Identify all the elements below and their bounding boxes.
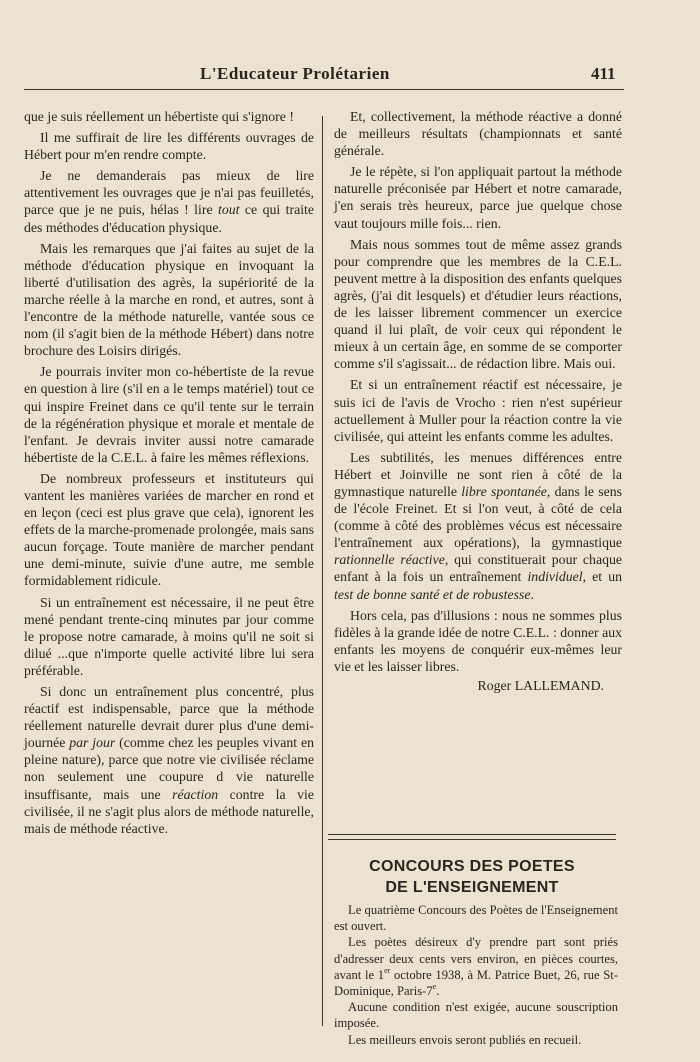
paragraph: Je pourrais inviter mon co-hébertiste de la revue en question à lire (s'il en a le temps matériel) tout ce qui inspire Freinet dans ce qu'il tente sur le terrain de la régénération physique et morale et mentale de l'enfant. Je devrais inviter aussi notre camarade hébertiste de la C.E.L. à faire les mêmes réflexions.: [24, 364, 314, 465]
paragraph: Mais les remarques que j'ai faites au sujet de la méthode d'éducation physique en invoquant la liberté d'utilisation des agrès, la supériorité de la marche réelle à la marche en rond, et autres, sont à l'encontre de la méthode naturelle, vantée sous ce nom (il s'agit bien de la méthode Hébert) dans notre brochure des Loisirs dirigés.: [24, 240, 314, 359]
italic-text: libre spontanée: [461, 483, 547, 499]
header-rule: [24, 89, 624, 90]
journal-title: L'Educateur Prolétarien: [200, 64, 390, 83]
heading-line: DE L'ENSEIGNEMENT: [385, 879, 559, 896]
paragraph: Et, collectivement, la méthode réactive a donné de meilleurs résultats (championnats et santé générale.: [334, 109, 622, 159]
section-divider: [328, 834, 616, 840]
concours-notice: [334, 902, 618, 1048]
paragraph: Aucune condition n'est exigée, aucune souscription imposée.: [334, 1000, 618, 1031]
paragraph: Je ne demanderais pas mieux de lire attentivement les ouvrages que je n'ai pas feuilletés, parce que je ne puis, hélas ! lire tout ce qui traite des méthodes d'éducation physique.: [24, 168, 314, 235]
paragraph: Si un entraînement est nécessaire, il ne peut être mené pendant trente-cinq minutes par jour comme le propose notre camarade, à moins qu'il ne soit si dilué ...que n'importe quelle activité libre lui sera préférable.: [24, 594, 314, 678]
paragraph: Hors cela, pas d'illusions : nous ne sommes plus fidèles à la grande idée de notre C.E.L. : donner aux enfants les moyens de conquérir eux-mêmes leur vie et les laisser libres.: [334, 607, 622, 674]
paragraph: Le quatrième Concours des Poètes de l'Enseignement est ouvert.: [334, 903, 618, 934]
italic-text: rationnelle réactive: [334, 552, 445, 568]
paragraph: Les meilleurs envois seront publiés en recueil.: [348, 1032, 582, 1047]
italic-text: par jour: [69, 735, 116, 751]
page-number: 411: [591, 64, 616, 83]
paragraph: Et si un entraînement réactif est nécessaire, je suis ici de l'avis de Vrocho : rien n'est supérieur actuellement à Muller pour la réaction contre la vie civilisée, qui atteint les enfants comme les adultes.: [334, 377, 622, 444]
author-signature: Roger LALLEMAND.: [477, 678, 604, 693]
italic-text: individuel: [527, 569, 583, 585]
right-column: [334, 108, 622, 694]
paragraph: Il me suffirait de lire les différents ouvrages de Hébert pour m'en rendre compte.: [24, 130, 314, 163]
italic-text: test de bonne santé et de robustesse: [334, 586, 531, 602]
italic-text: réaction: [172, 786, 219, 802]
paragraph: que je suis réellement un hébertiste qui s'ignore !: [24, 109, 294, 124]
paragraph: Mais nous sommes tout de même assez grands pour comprendre que les membres de la C.E.L. peuvent mettre à la disposition des enfants quelques agrès, (j'ai dit lesquels) et d'étudier leurs réactions, de les laisser librement commencer un exercice quand il lui plaît, de voir ceux qui répondent le mieux à un certain âge, en somme de se comporter comme s'il s'agissait... de rédaction libre. Mais oui.: [334, 236, 622, 372]
paragraph: Je le répète, si l'on appliquait partout la méthode naturelle préconisée par Hébert et notre camarade, j'en serais très heureux, parce jue quelque chose vaut toujours mille fois... rien.: [334, 164, 622, 231]
paragraph: Si donc un entraînement plus concentré, plus réactif est indispensable, parce que la méthode réellement naturelle devrait durer plus d'une demi-journée par jour (comme chez les peuples vivant en pleine nature), parce que notre vie civilisée réclame non seulement une coupure d vie naturelle insuffisante, mais une réaction contre la vie civilisée, il ne s'agit plus alors de méthode naturelle, mais de méthode réactive.: [24, 684, 314, 836]
italic-text: tout: [218, 202, 240, 218]
paragraph: De nombreux professeurs et instituteurs qui vantent les manières variées de marcher en rond et en leçon (ceci est plus grave que cela), ignorent les effets de la marche-promenade prolongée, mais sans aucun forçage. Toute manière de marcher pendant une demi-minute, suivie d'une autre, me semble formidablement ridicule.: [24, 470, 314, 589]
paragraph: Les subtilités, les menues différences entre Hébert et Joinville ne sont rien à côté de la gymnastique naturelle libre spontanée, dans le sens de l'école Freinet. Et si l'on veut, à côté de cela (comme à côté des problèmes vécus est nécessaire l'entraînement aux opérations), la gymnastique rationnelle réactive, qui constituerait pour chaque enfant à la fois un entraînement individuel, et un test de bonne santé et de robustesse.: [334, 449, 623, 602]
heading-line: CONCOURS DES POETES: [369, 858, 575, 875]
paragraph: Les poètes désireux d'y prendre part sont priés d'adresser deux cents vers environ, en pièces courtes, avant le 1er octobre 1938, à M. Patrice Buet, 26, rue St-Dominique, Paris-7e.: [334, 935, 618, 999]
column-divider: [322, 116, 323, 1026]
left-column: [24, 108, 314, 837]
concours-heading: [328, 856, 616, 898]
